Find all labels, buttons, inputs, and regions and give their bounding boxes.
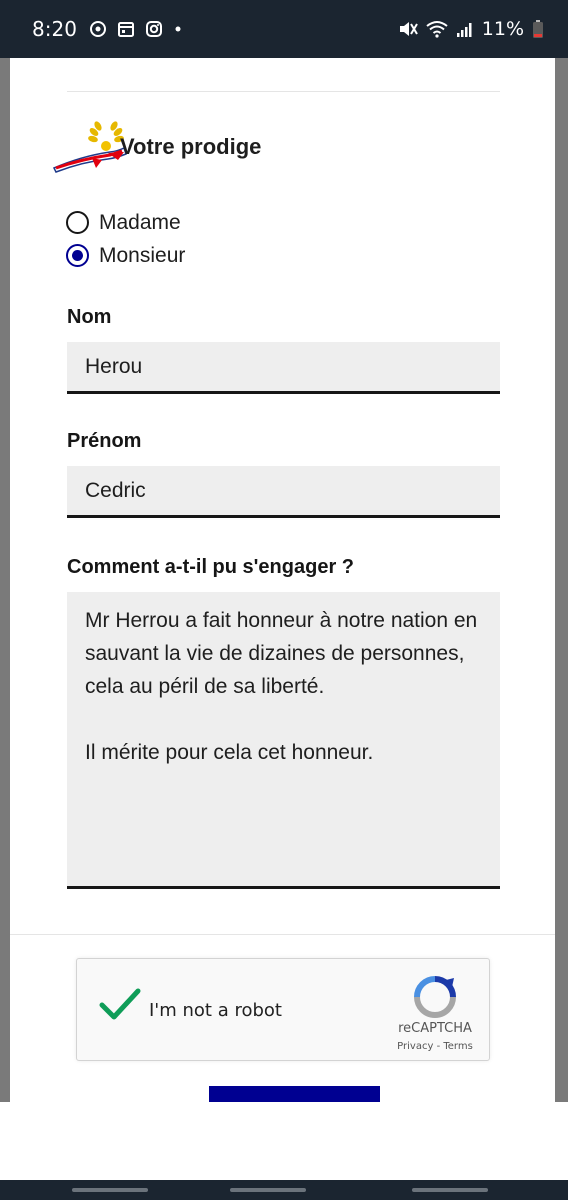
status-right bbox=[398, 18, 544, 40]
nav-home-handle[interactable] bbox=[230, 1188, 306, 1192]
status-time: 8:20 bbox=[32, 17, 77, 41]
nav-recent-handle[interactable] bbox=[72, 1188, 148, 1192]
dot-icon bbox=[173, 24, 183, 34]
comment-label: Comment a-t-il pu s'engager ? bbox=[67, 556, 355, 578]
status-left bbox=[32, 17, 398, 41]
paragraph-gap bbox=[85, 703, 482, 736]
bottom-blank-area bbox=[0, 1102, 568, 1180]
browser-viewport bbox=[0, 58, 568, 1102]
radio-monsieur[interactable] bbox=[66, 239, 185, 272]
recaptcha-privacy-link[interactable]: Privacy bbox=[397, 1041, 434, 1052]
instagram-icon bbox=[145, 20, 163, 38]
civility-radio-group bbox=[66, 206, 185, 272]
radio-madame-circle[interactable] bbox=[66, 211, 89, 234]
prenom-value: Cedric bbox=[85, 478, 146, 502]
status-bar bbox=[0, 0, 568, 58]
top-divider bbox=[67, 91, 500, 92]
radio-selected-dot bbox=[72, 250, 83, 261]
calendar-icon bbox=[117, 20, 135, 38]
comment-paragraph-2: Il mérite pour cela cet honneur. bbox=[85, 741, 374, 764]
radio-monsieur-label: Monsieur bbox=[99, 243, 186, 267]
nom-value: Herou bbox=[85, 354, 143, 378]
comment-paragraph-1: Mr Herrou a fait honneur à notre nation en sauvant la vie de dizaines de personnes, cela au péril de sa liberté. bbox=[85, 609, 478, 698]
nav-back-handle[interactable] bbox=[412, 1188, 488, 1192]
recaptcha-logo-icon bbox=[412, 974, 458, 1020]
recaptcha-links bbox=[377, 1041, 493, 1052]
prenom-label: Prénom bbox=[67, 430, 142, 452]
recaptcha-link-separator: - bbox=[433, 1041, 444, 1052]
comment-textarea[interactable] bbox=[67, 592, 500, 889]
recaptcha-terms-link[interactable]: Terms bbox=[443, 1041, 473, 1052]
submit-button[interactable] bbox=[209, 1086, 380, 1102]
navigation-bar bbox=[0, 1180, 568, 1200]
prenom-input[interactable] bbox=[67, 466, 500, 518]
nom-input[interactable] bbox=[67, 342, 500, 394]
form-page bbox=[10, 58, 555, 1102]
section-divider bbox=[10, 934, 555, 935]
radio-madame[interactable] bbox=[66, 206, 185, 239]
recaptcha-label: I'm not a robot bbox=[149, 1000, 282, 1021]
radio-monsieur-circle[interactable] bbox=[66, 244, 89, 267]
mute-icon bbox=[398, 20, 418, 38]
nom-label: Nom bbox=[67, 306, 112, 328]
recaptcha-checkmark-icon[interactable] bbox=[99, 987, 141, 1023]
section-title: Votre prodige bbox=[120, 134, 262, 159]
recaptcha-brand: reCAPTCHA bbox=[398, 1021, 472, 1036]
wifi-icon bbox=[426, 20, 448, 38]
battery-percent: 11% bbox=[481, 18, 524, 40]
recaptcha-widget bbox=[76, 958, 490, 1061]
radio-madame-label: Madame bbox=[99, 210, 181, 234]
signal-icon bbox=[456, 20, 474, 38]
battery-icon bbox=[532, 19, 544, 39]
sync-icon bbox=[89, 20, 107, 38]
